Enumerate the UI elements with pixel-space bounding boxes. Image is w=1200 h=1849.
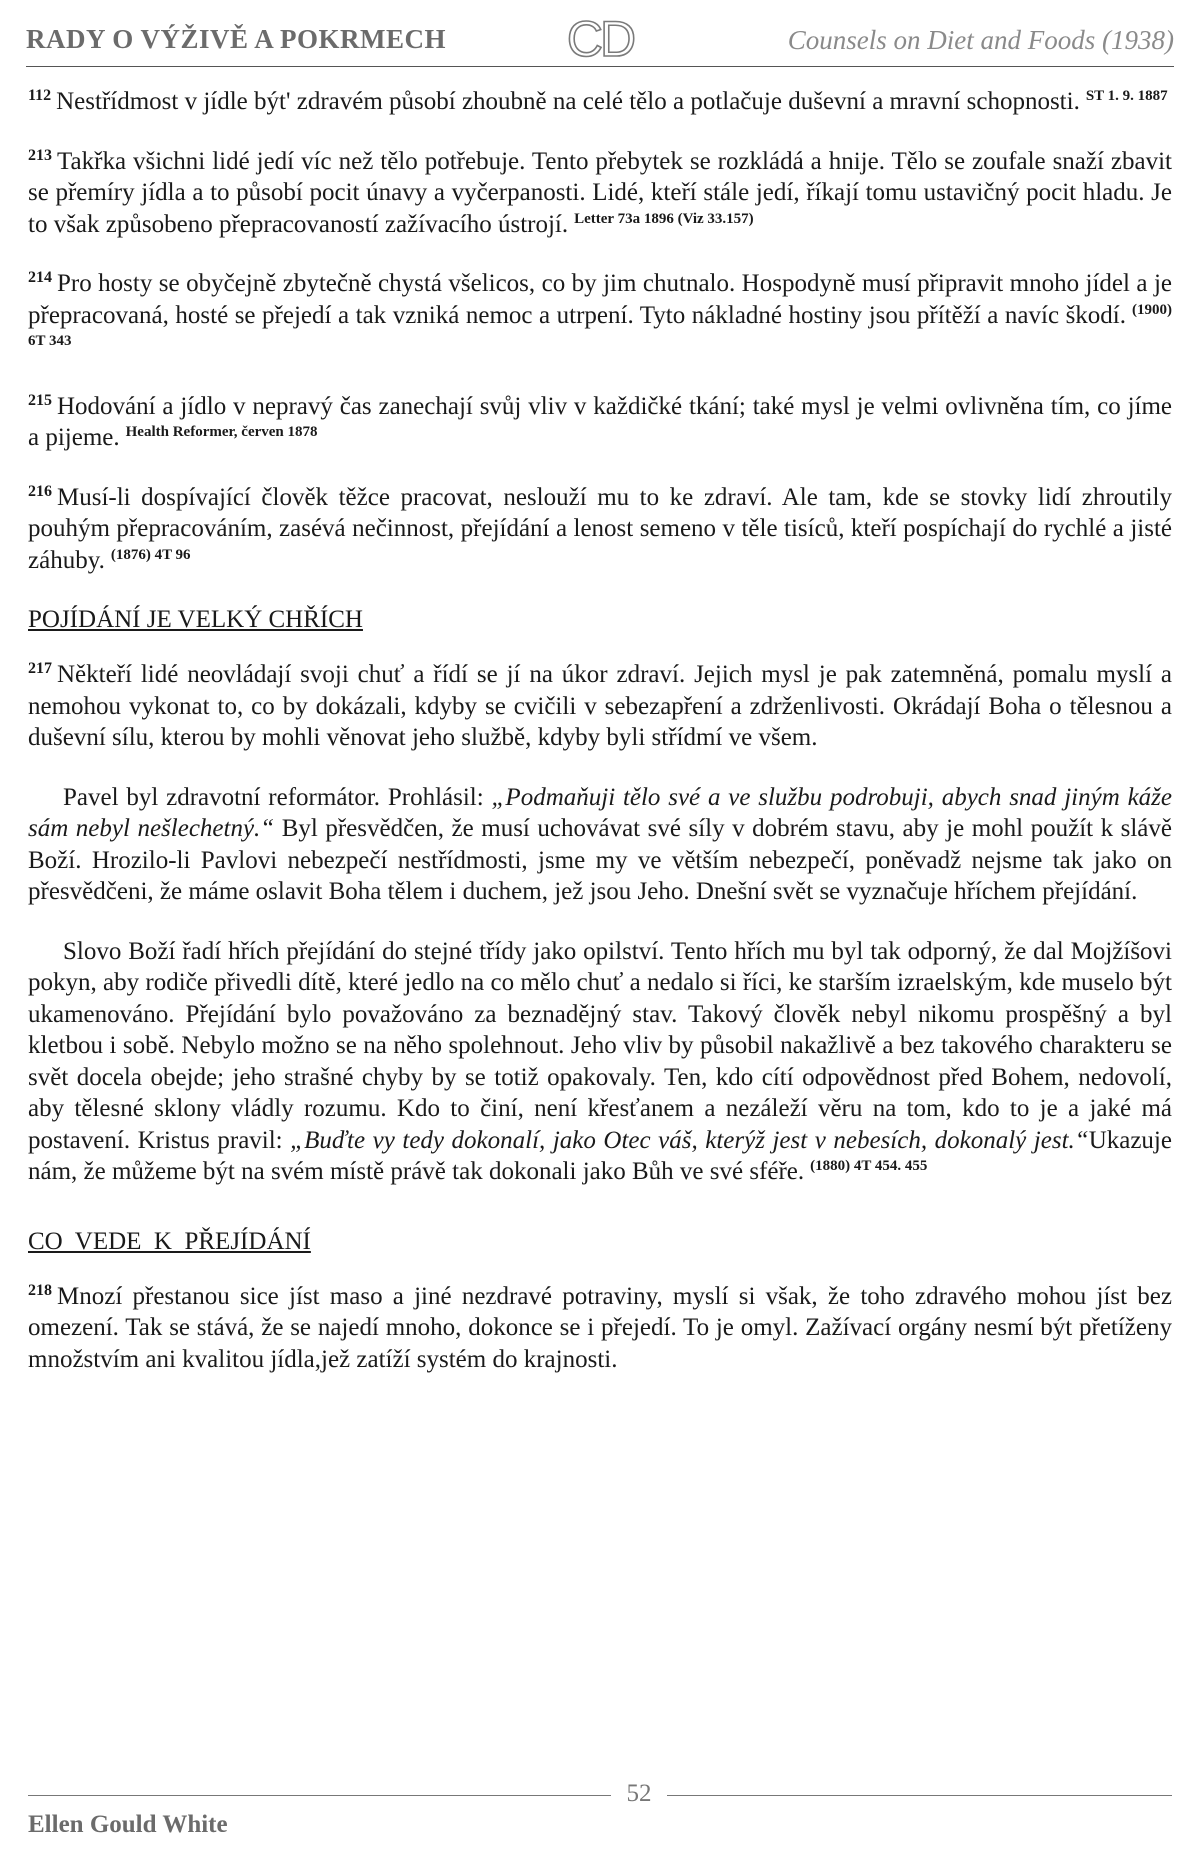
paragraph-text: Ukazuje nám, že můžeme být na svém místě právě tak dokonali jako Bůh ve své sféře.	[28, 1126, 1172, 1185]
paragraph-number: 112	[28, 87, 52, 104]
paragraph-text: Takřka všichni lidé jedí víc než tělo potřebuje. Tento přebytek se rozkládá a hnije. Tělo se zoufale snaží zbavit se přemíry jídla a to působí pocit únavy a vyčerpanosti. Lidé, kteří stále jedí, říkají tomu ustavičný pocit hladu. Je to však způsobeno přepracovaností zažívacího ústrojí.	[28, 147, 1172, 238]
paragraph-slovo	[28, 936, 1172, 1188]
reference: (1880) 4T 454. 455	[810, 1158, 928, 1174]
paragraph-217	[28, 659, 1172, 754]
paragraph-text: Pavel byl zdravotní reformátor. Prohlásil:	[63, 783, 492, 811]
paragraph-number: 215	[28, 391, 52, 409]
page-number: 52	[626, 1780, 652, 1807]
paragraph-number: 216	[28, 482, 52, 500]
paragraph-text: Hodování a jídlo v nepravý čas zanechají svůj vliv v každičké tkání; také mysl je velmi ovlivněna tím, co jíme a pijeme.	[28, 392, 1172, 451]
reference: (1876) 4T 96	[110, 546, 191, 563]
paragraph-text: Nestřídmost v jídle být' zdravém působí zhoubně na celé tělo a potlačuje duševní a mravní schopnosti.	[56, 88, 1080, 115]
paragraph-213	[28, 146, 1172, 241]
header-title-czech: RADY O VÝŽIVĚ A POKRMECH	[26, 24, 447, 54]
paragraph-number: 218	[28, 1281, 52, 1299]
footer-divider-left	[28, 1795, 611, 1796]
paragraph-112	[28, 86, 1172, 118]
paragraph-text: Musí-li dospívající člověk těžce pracovat, neslouží mu to ke zdraví. Ale tam, kde se stovky lidí zhroutily pouhým přepracováním, zasévá nečinnost, přejídání a lenost semeno v těle tisíců, kteří pospíchají do rychlé a jisté záhuby.	[28, 483, 1172, 574]
bible-quote: „Buďte vy tedy dokonalí, jako Otec váš, kterýž jest v nebesích, dokonalý jest.“	[290, 1126, 1089, 1154]
paragraph-pavel	[28, 782, 1172, 908]
section-heading-overeating-sin: POJÍDÁNÍ JE VELKÝ CHŘÍCH	[28, 606, 363, 633]
header-title-english: Counsels on Diet and Foods (1938)	[787, 25, 1174, 55]
reference: Health Reformer, červen 1878	[125, 424, 318, 440]
cd-logo: CD	[566, 11, 634, 67]
footer-divider-right	[667, 1795, 1172, 1796]
paragraph-text: Mnozí přestanou sice jíst maso a jiné nezdravé potraviny, myslí si však, že toho zdravého mohou jíst bez omezení. Tak se stává, že se najedí mnoho, dokonce se i přejedí. To je omyl. Zažívací orgány nesmí být přetíženy množstvím ani kvalitou jídla,jež zatíží systém do krajnosti.	[28, 1282, 1172, 1373]
footer-author: Ellen Gould White	[28, 1811, 228, 1838]
paragraph-number: 213	[28, 146, 52, 164]
paragraph-text: Pro hosty se obyčejně zbytečně chystá všelicos, co by jim chutnalo. Hospodyně musí připravit mnoho jídel a je přepracovaná, hosté se přejedí a tak vzniká nemoc a utrpení. Tyto nákladné hostiny jsou přítěží a navíc škodí.	[28, 270, 1172, 329]
paragraph-text: Někteří lidé neovládají svoji chuť a řídí se jí na úkor zdraví. Jejich mysl je pak zatemněná, pomalu myslí a nemohou vykonat to, co by dokázali, kdyby se cvičili v sebezapření a zdrženlivosti. Okrádají Boha o tělesnou a duševní sílu, kterou by mohli věnovat jeho službě, kdyby byli střídmí ve všem.	[28, 661, 1172, 751]
paragraph-214	[28, 268, 1172, 363]
reference: ST 1. 9. 1887	[1085, 88, 1168, 104]
paragraph-number: 217	[28, 660, 52, 677]
paragraph-216	[28, 482, 1172, 577]
reference: Letter 73a 1896 (Viz 33.157)	[574, 210, 754, 227]
paragraph-text: Slovo Boží řadí hřích přejídání do stejné třídy jako opilství. Tento hřích mu byl tak odporný, že dal Mojžíšovi pokyn, aby rodiče přivedli dítě, které jedlo na co mělo chuť a nedalo si říci, ke starším izraelským, kde muselo být ukamenováno. Přejídání bylo považováno za beznadějný stav. Takový člověk nebyl nikomu prospěšný a byl kletbou i sobě. Nebylo možno se na něho spolehnout. Jeho vliv by působil nakažlivě a bez takového charakteru se svět docela obejde; jeho strašné chyby by se totiž opakovaly. Ten, kdo cítí odpovědnost před Bohem, nedovolí, aby tělesné sklony vládly rozumu. Kdo to činí, není křesťanem a nezáleží věru na tom, kdo to je a jaké má postavení. Kristus pravil:	[28, 937, 1172, 1154]
paragraph-215	[28, 391, 1172, 454]
section-heading-overeating-causes: CO VEDE K PŘEJÍDÁNÍ	[28, 1227, 311, 1255]
paragraph-218	[28, 1281, 1172, 1376]
page-content	[28, 86, 1172, 1403]
paragraph-number: 214	[28, 269, 52, 286]
bible-quote: „Podmaňuji tělo své a ve službu podrobuji, abych snad jiným káže sám nebyl nešlechetný.“	[28, 783, 1172, 842]
page-header	[26, 11, 1174, 67]
reference: (1900) 6T 343	[28, 301, 1172, 349]
paragraph-text: Byl přesvědčen, že musí uchovávat své síly v dobrém stavu, aby je mohl použít k slávě Boží. Hrozilo-li Pavlovi nebezpečí nestřídmosti, jsme my ve větším nebezpečí, poněvadž nejsme tak jako on přesvědčeni, že máme oslavit Boha tělem i duchem, jež jsou Jeho. Dnešní svět se vyznačuje hříchem přejídání.	[28, 815, 1172, 905]
